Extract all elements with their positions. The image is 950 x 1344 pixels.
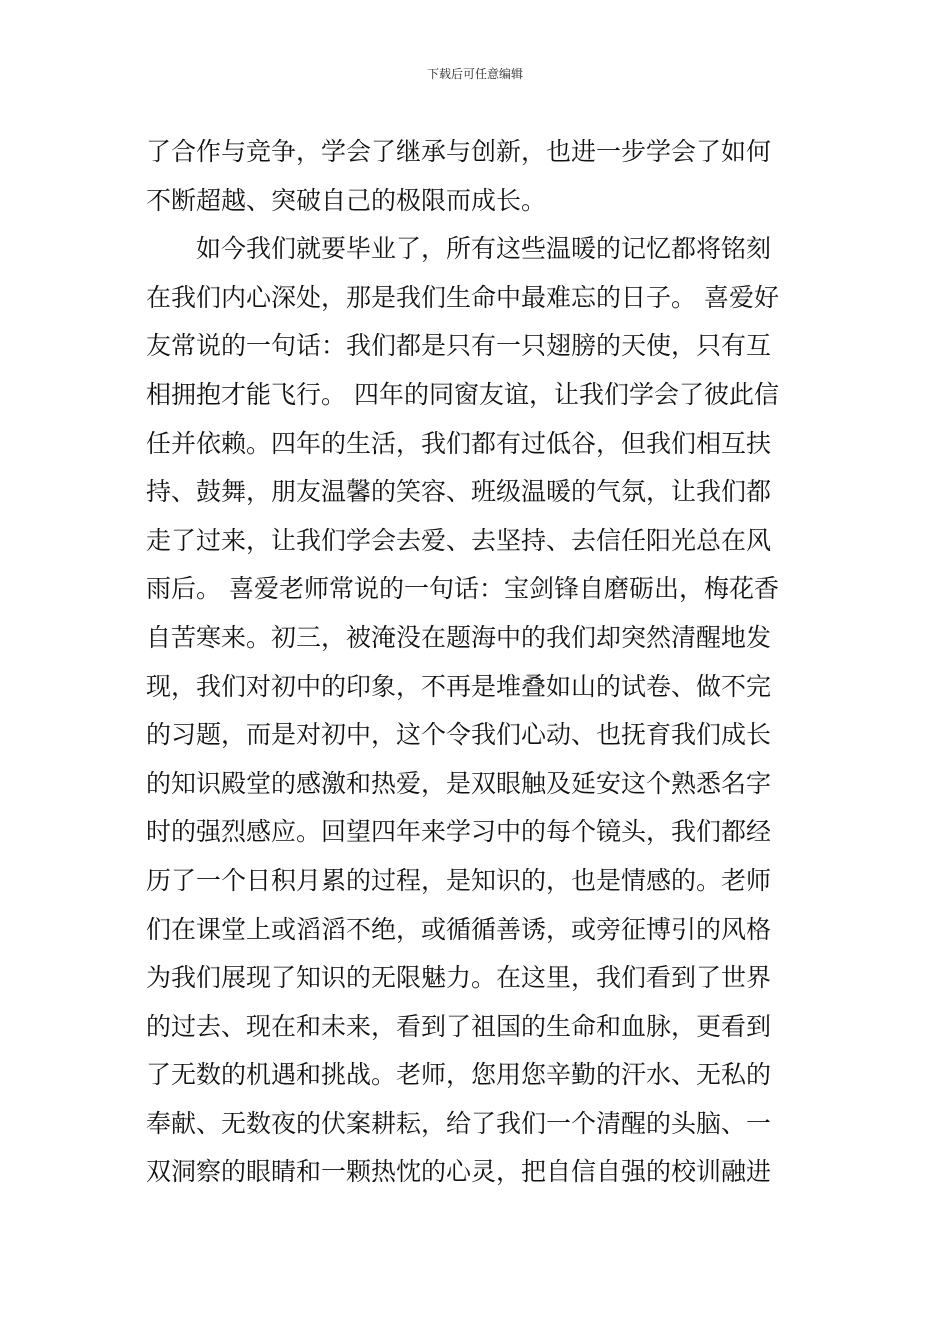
text-line: 的习题，而是对初中，这个令我们心动、也抚育我们成长 [146,720,772,750]
page-header: 下载后可任意编辑 [426,67,523,81]
text-line: 为我们展现了知识的无限魅力。在这里，我们看到了世界 [146,963,772,993]
text-line: 雨后。 喜爱老师常说的一句话：宝剑锋自磨砺出，梅花香 [146,574,779,604]
text-line: 友常说的一句话：我们都是只有一只翅膀的天使，只有互 [146,331,772,361]
text-line: 在我们内心深处，那是我们生命中最难忘的日子。 喜爱好 [146,282,779,312]
text-line: 的过去、现在和未来，看到了祖国的生命和血脉，更看到 [146,1011,772,1041]
text-line: 了合作与竞争，学会了继承与创新，也进一步学会了如何 [146,137,772,166]
text-line: 奉献、无数夜的伏案耕耘，给了我们一个清醒的头脑、一 [146,1108,772,1138]
text-line: 历了一个日积月累的过程，是知识的，也是情感的。老师 [146,865,772,895]
text-line: 时的强烈感应。回望四年来学习中的每个镜头，我们都经 [146,817,772,847]
text-line: 相拥抱才能飞行。 四年的同窗友谊，让我们学会了彼此信 [146,379,779,409]
body-text [146,128,811,1197]
text-line: 任并依赖。四年的生活，我们都有过低谷，但我们相互扶 [146,428,772,458]
text-line: 走了过来，让我们学会去爱、去坚持、去信任阳光总在风 [146,525,772,555]
text-line: 持、鼓舞，朋友温馨的笑容、班级温暖的气氛，让我们都 [146,477,772,507]
text-line: 现，我们对初中的印象，不再是堆叠如山的试卷、做不完 [146,671,772,701]
text-line: 如今我们就要毕业了，所有这些温暖的记忆都将铭刻 [146,234,772,264]
text-line: 了无数的机遇和挑战。老师，您用您辛勤的汗水、无私的 [146,1060,772,1090]
text-line: 自苦寒来。初三，被淹没在题海中的我们却突然清醒地发 [146,622,772,652]
text-line: 的知识殿堂的感激和热爱，是双眼触及延安这个熟悉名字 [146,768,772,798]
text-line: 不断超越、突破自己的极限而成长。 [146,185,547,215]
text-line: 双洞察的眼睛和一颗热忱的心灵，把自信自强的校训融进 [146,1157,772,1187]
text-line: 们在课堂上或滔滔不绝，或循循善诱，或旁征博引的风格 [146,914,772,944]
